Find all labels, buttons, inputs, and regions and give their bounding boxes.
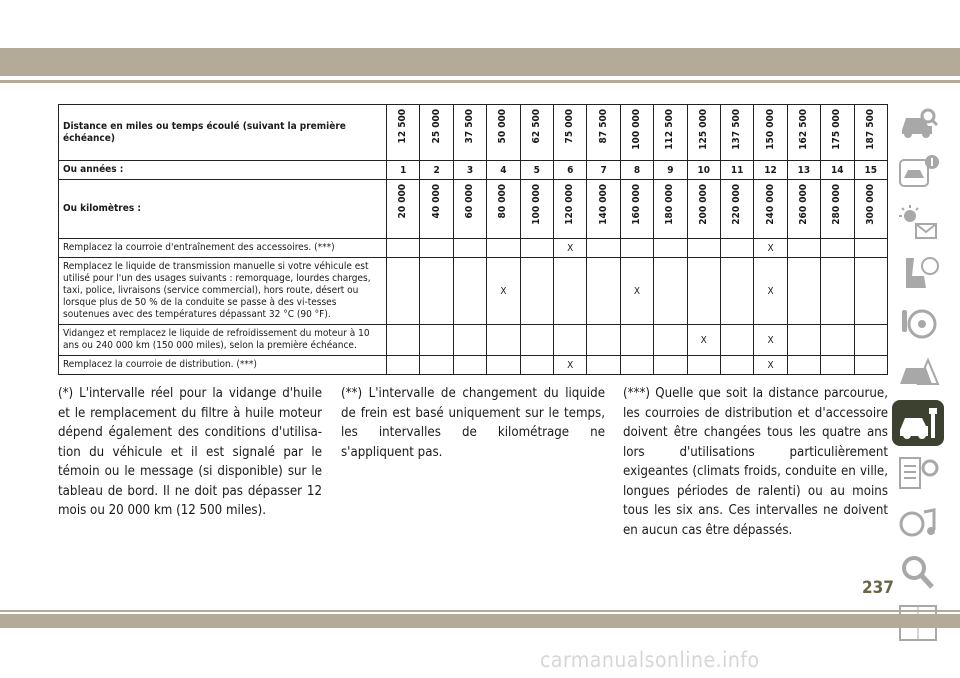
miles-header-cell [754, 105, 787, 161]
miles-header-cell [821, 105, 854, 161]
miles-value: 12 500 [397, 109, 409, 144]
km-value: 100 000 [530, 184, 542, 225]
km-value: 260 000 [797, 184, 809, 225]
miles-value: 62 500 [530, 109, 542, 144]
service-mark [620, 356, 653, 375]
miles-header-cell [420, 105, 453, 161]
km-value: 220 000 [731, 184, 743, 225]
km-header-cell [687, 180, 720, 239]
year-value: 6 [554, 161, 587, 180]
service-mark [787, 325, 820, 356]
service-mark [720, 258, 753, 325]
year-value: 2 [420, 161, 453, 180]
car-info-icon[interactable] [892, 150, 944, 196]
service-mark [520, 356, 553, 375]
service-mark [854, 325, 887, 356]
year-value: 9 [654, 161, 687, 180]
service-mark: X [754, 239, 787, 258]
service-mark [654, 325, 687, 356]
service-mark [487, 325, 520, 356]
service-mark [620, 325, 653, 356]
miles-value: 175 000 [831, 109, 843, 150]
service-mark [554, 325, 587, 356]
service-mark [587, 258, 620, 325]
km-header-cell [754, 180, 787, 239]
miles-header-cell [720, 105, 753, 161]
service-mark: X [620, 258, 653, 325]
car-search-icon[interactable] [892, 100, 944, 146]
service-mark: X [687, 325, 720, 356]
miles-value: 87 500 [597, 109, 609, 144]
service-row [59, 258, 888, 325]
service-mark: X [754, 325, 787, 356]
footer-band [0, 614, 960, 628]
km-header-cell [453, 180, 486, 239]
year-value: 7 [587, 161, 620, 180]
miles-header-cell [487, 105, 520, 161]
miles-value: 25 000 [430, 109, 442, 144]
service-mark [420, 258, 453, 325]
km-header-cell [854, 180, 887, 239]
service-mark [687, 356, 720, 375]
miles-header-cell [654, 105, 687, 161]
miles-header-cell [520, 105, 553, 161]
service-mark [654, 239, 687, 258]
km-header-cell [720, 180, 753, 239]
service-mark [453, 239, 486, 258]
miles-value: 112 500 [664, 109, 676, 150]
service-mark [554, 258, 587, 325]
service-mark [420, 239, 453, 258]
service-mark [787, 239, 820, 258]
watermark-footer: carmanualsonline.info [540, 648, 760, 672]
km-value: 120 000 [564, 184, 576, 225]
service-mark [821, 258, 854, 325]
km-header-cell [554, 180, 587, 239]
year-value: 11 [720, 161, 753, 180]
seat-safety-icon[interactable] [892, 250, 944, 296]
miles-header-cell [854, 105, 887, 161]
service-mark [520, 325, 553, 356]
service-mark [821, 356, 854, 375]
maintenance-schedule-table [58, 104, 888, 375]
year-value: 5 [520, 161, 553, 180]
miles-row [59, 105, 888, 161]
miles-value: 187 500 [864, 109, 876, 150]
service-mark [587, 325, 620, 356]
miles-value: 50 000 [497, 109, 509, 144]
km-value: 40 000 [430, 184, 442, 219]
km-value: 240 000 [764, 184, 776, 225]
miles-header-cell [587, 105, 620, 161]
specifications-gear-icon[interactable] [892, 450, 944, 496]
service-mark [787, 258, 820, 325]
service-mark [420, 325, 453, 356]
km-header-cell [487, 180, 520, 239]
service-mark [654, 356, 687, 375]
year-value: 13 [787, 161, 820, 180]
footer-rule [0, 610, 960, 612]
search-index-icon[interactable] [892, 550, 944, 596]
service-mark [787, 356, 820, 375]
miles-value: 137 500 [731, 109, 743, 150]
service-mark [620, 239, 653, 258]
service-mark [821, 325, 854, 356]
year-value: 8 [620, 161, 653, 180]
service-mark [387, 325, 420, 356]
service-description: Remplacez le liquide de transmission manuelle si votre véhicule est utilisé pour l'un des usages suivants : remorquage, lourdes charges, taxi, police, livraisons (service commercial), hors route, désert ou lorsque plus de 50 % de la conduite se passe à des vi-tesses soutenues avec des températures dépassant 32 °C (90 °F). [59, 258, 387, 325]
service-mark [587, 356, 620, 375]
year-value: 12 [754, 161, 787, 180]
km-header: Ou kilomètres : [59, 180, 387, 239]
page-number: 237 [862, 578, 894, 598]
service-mark [387, 258, 420, 325]
year-value: 3 [453, 161, 486, 180]
km-header-cell [587, 180, 620, 239]
service-mark [520, 239, 553, 258]
service-mark [720, 356, 753, 375]
service-mark [387, 356, 420, 375]
miles-value: 162 500 [797, 109, 809, 150]
car-service-tools-icon[interactable] [892, 400, 944, 446]
warning-triangle-car-icon[interactable] [892, 350, 944, 396]
year-value: 14 [821, 161, 854, 180]
service-mark [453, 356, 486, 375]
service-description: Remplacez la courroie d'entraînement des accessoires. (***) [59, 239, 387, 258]
service-mark: X [487, 258, 520, 325]
km-header-cell [387, 180, 420, 239]
service-mark [720, 239, 753, 258]
distance-header: Distance en miles ou temps écoulé (suivant la première échéance) [59, 105, 387, 161]
service-mark [854, 258, 887, 325]
years-row [59, 161, 888, 180]
km-value: 160 000 [630, 184, 642, 225]
km-header-cell [620, 180, 653, 239]
service-row [59, 325, 888, 356]
km-header-cell [654, 180, 687, 239]
service-mark: X [754, 258, 787, 325]
year-value: 10 [687, 161, 720, 180]
km-row [59, 180, 888, 239]
footnote-oil-change: (*) L'intervalle réel pour la vidange d'huile et le remplacement du filtre à huile moteur dépend également des conditions d'utilisa-tion du véhicule et il est signalé par le témoin ou le message (si disponible) sur le tableau de bord. Il ne doit pas dépasser 12 mois ou 20 000 km (12 500 miles). [58, 386, 322, 518]
miles-header-cell [787, 105, 820, 161]
km-value: 280 000 [831, 184, 843, 225]
service-mark [520, 258, 553, 325]
miles-value: 125 000 [697, 109, 709, 150]
service-mark [587, 239, 620, 258]
miles-value: 100 000 [630, 109, 642, 150]
service-mark [687, 258, 720, 325]
km-value: 300 000 [864, 184, 876, 225]
service-mark [387, 239, 420, 258]
service-mark: X [554, 356, 587, 375]
service-mark [487, 356, 520, 375]
service-mark [821, 239, 854, 258]
service-mark [420, 356, 453, 375]
service-row [59, 356, 888, 375]
miles-header-cell [554, 105, 587, 161]
service-mark [453, 325, 486, 356]
year-value: 4 [487, 161, 520, 180]
footnote-brake-fluid: (**) L'intervalle de changement du liquide de frein est basé uniquement sur le temps, les intervalles de kilométrage ne s'appliquent pas. [341, 386, 605, 460]
service-description: Vidangez et remplacez le liquide de refroidissement du moteur à 10 ans ou 240 000 km (150 000 miles), selon la première échéance. [59, 325, 387, 356]
year-value: 15 [854, 161, 887, 180]
km-header-cell [787, 180, 820, 239]
miles-header-cell [687, 105, 720, 161]
year-value: 1 [387, 161, 420, 180]
miles-header-cell [453, 105, 486, 161]
service-mark [720, 325, 753, 356]
km-header-cell [420, 180, 453, 239]
miles-value: 150 000 [764, 109, 776, 150]
service-mark: X [554, 239, 587, 258]
service-mark: X [754, 356, 787, 375]
steering-wheel-icon[interactable] [892, 300, 944, 346]
km-value: 200 000 [697, 184, 709, 225]
miles-header-cell [387, 105, 420, 161]
service-mark [487, 239, 520, 258]
multimedia-icon[interactable] [892, 500, 944, 546]
years-header: Ou années : [59, 161, 387, 180]
service-row [59, 239, 888, 258]
service-mark [854, 239, 887, 258]
km-value: 140 000 [597, 184, 609, 225]
km-header-cell [821, 180, 854, 239]
service-mark [854, 356, 887, 375]
service-mark [654, 258, 687, 325]
km-value: 60 000 [464, 184, 476, 219]
km-header-cell [520, 180, 553, 239]
service-mark [453, 258, 486, 325]
km-value: 180 000 [664, 184, 676, 225]
km-value: 20 000 [397, 184, 409, 219]
footnote-belts: (***) Quelle que soit la distance parcourue, les courroies de distribution et d'accessoire doivent être changées tous les quatre ans lors d'utilisations particulièrement exigeantes (climats froids, conduite en ville, longues périodes de ralenti) ou au moins tous les six ans. Ces intervalles ne doivent en aucun cas être dépassés. [623, 386, 888, 538]
miles-header-cell [620, 105, 653, 161]
chapter-sidebar [892, 100, 948, 650]
dashboard-lights-icon[interactable] [892, 200, 944, 246]
service-mark [687, 239, 720, 258]
header-band [0, 48, 960, 76]
miles-value: 37 500 [464, 109, 476, 144]
header-rule [0, 80, 960, 83]
miles-value: 75 000 [564, 109, 576, 144]
service-description: Remplacez la courroie de distribution. (***) [59, 356, 387, 375]
km-value: 80 000 [497, 184, 509, 219]
